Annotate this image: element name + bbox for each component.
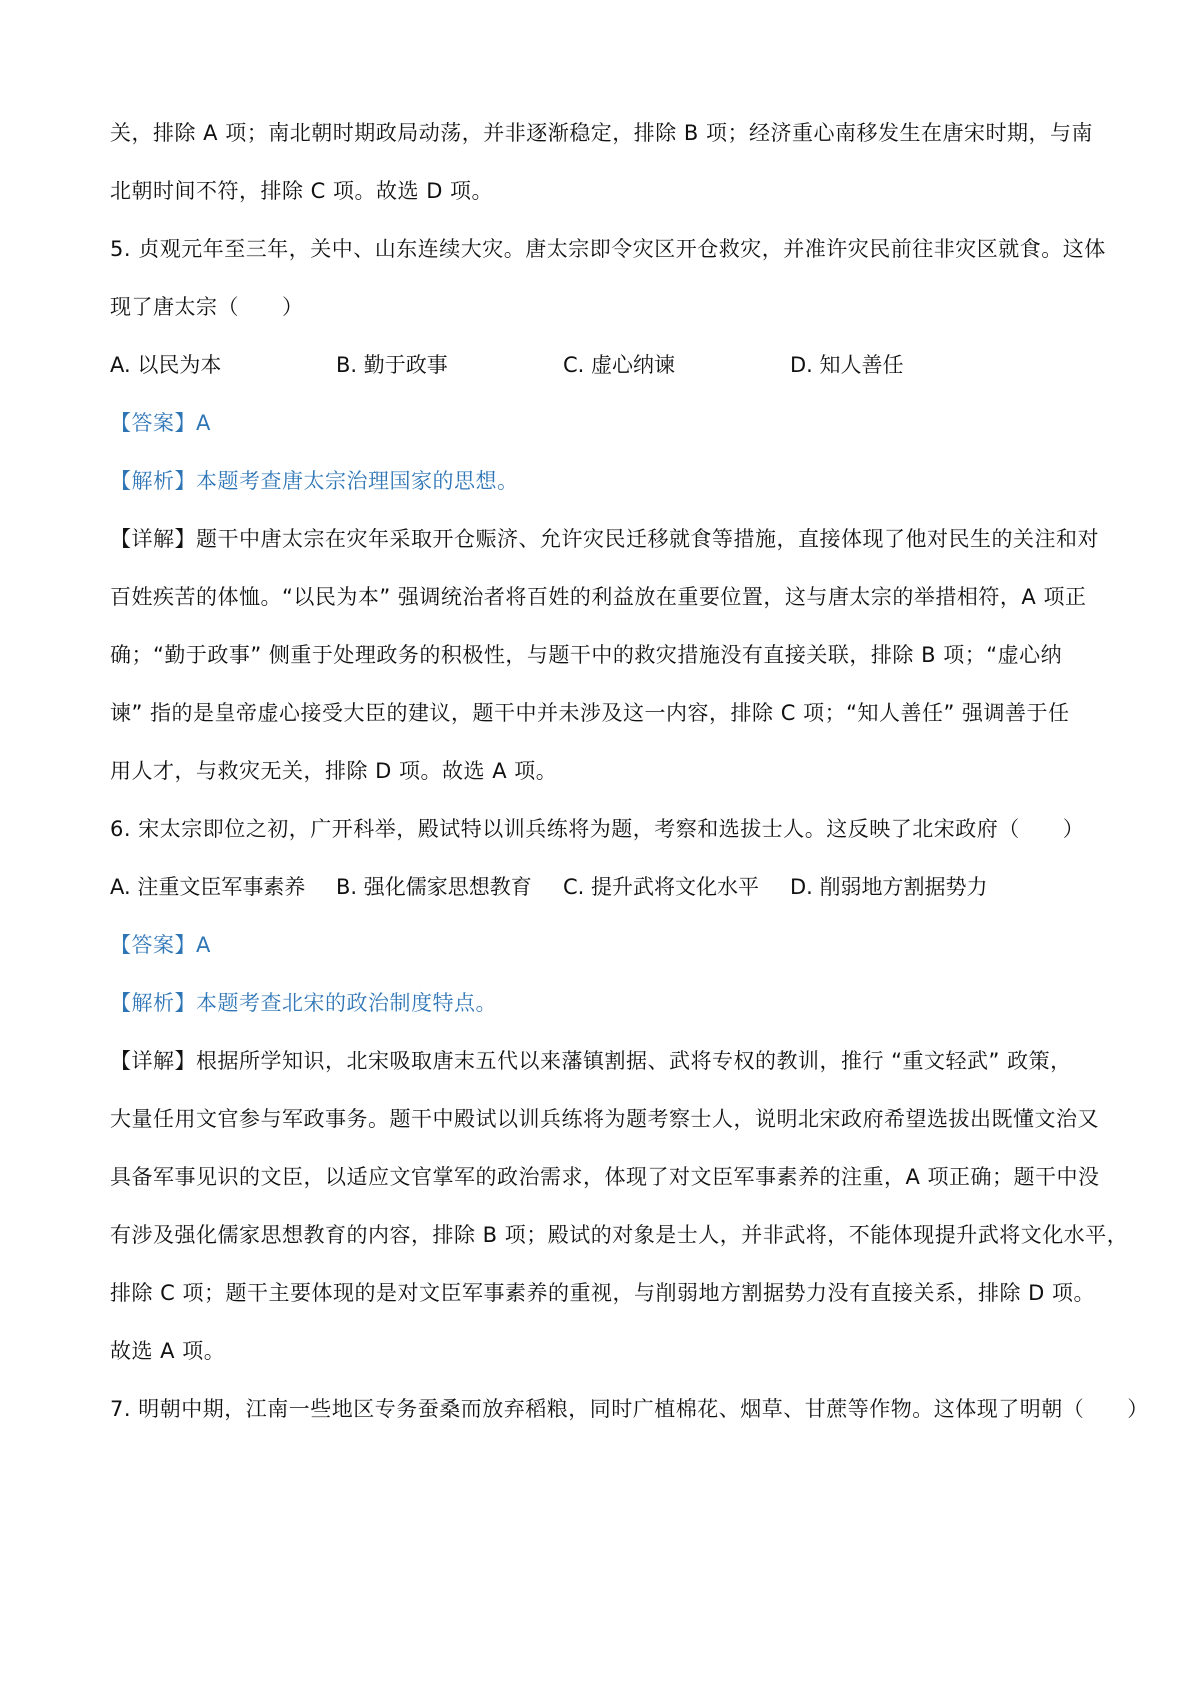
- q5-option-b: B. 勤于政事: [336, 353, 448, 377]
- question-5-stem: 5. 贞观元年至三年，关中、山东连续大灾。唐太宗即令灾区开仓救灾，并准许灾民前往非灾区就食。这体: [110, 237, 1106, 261]
- q6-detail-line: 排除 C 项；题干主要体现的是对文臣军事素养的重视，与削弱地方割据势力没有直接关系，排除 D 项。: [110, 1281, 1096, 1305]
- q6-option-c: C. 提升武将文化水平: [563, 875, 760, 899]
- q6-analysis: 【解析】本题考查北宋的政治制度特点。: [110, 991, 497, 1015]
- q6-option-b: B. 强化儒家思想教育: [336, 875, 532, 899]
- text-line: 关，排除 A 项；南北朝时期政局动荡，并非逐渐稳定，排除 B 项；经济重心南移发生在唐宋时期，与南: [110, 121, 1093, 145]
- q6-detail-line: 【详解】根据所学知识，北宋吸取唐末五代以来藩镇割据、武将专权的教训，推行 “重文轻武” 政策，: [110, 1049, 1072, 1073]
- question-5-stem-cont: 现了唐太宗（ ）: [110, 295, 304, 319]
- q6-detail-line: 具备军事见识的文臣，以适应文官掌军的政治需求，体现了对文臣军事素养的注重，A 项正确；题干中没: [110, 1165, 1100, 1189]
- q6-detail-line: 大量任用文官参与军政事务。题干中殿试以训兵练将为题考察士人，说明北宋政府希望选拔出既懂文治又: [110, 1107, 1099, 1131]
- question-7-stem: 7. 明朝中期，江南一些地区专务蚕桑而放弃稻粮，同时广植棉花、烟草、甘蔗等作物。这体现了明朝（ ）: [110, 1397, 1149, 1421]
- q6-answer: 【答案】A: [110, 933, 211, 957]
- q5-detail-line: 【详解】题干中唐太宗在灾年采取开仓赈济、允许灾民迁移就食等措施，直接体现了他对民生的关注和对: [110, 527, 1099, 551]
- q5-option-a: A. 以民为本: [110, 353, 222, 377]
- text-line: 北朝时间不符，排除 C 项。故选 D 项。: [110, 179, 494, 203]
- q5-analysis: 【解析】本题考查唐太宗治理国家的思想。: [110, 469, 519, 493]
- q5-answer: 【答案】A: [110, 411, 211, 435]
- q5-detail-line: 百姓疾苦的体恤。“以民为本” 强调统治者将百姓的利益放在重要位置，这与唐太宗的举措相符，A 项正: [110, 585, 1087, 609]
- q6-option-d: D. 削弱地方割据势力: [790, 875, 988, 899]
- q5-detail-line: 谏” 指的是皇帝虚心接受大臣的建议，题干中并未涉及这一内容，排除 C 项；“知人善任” 强调善于任: [110, 701, 1070, 725]
- q6-detail-line: 有涉及强化儒家思想教育的内容，排除 B 项；殿试的对象是士人，并非武将，不能体现提升武将文化水平，: [110, 1223, 1129, 1247]
- question-6-stem: 6. 宋太宗即位之初，广开科举，殿试特以训兵练将为题，考察和选拔士人。这反映了北宋政府（ ）: [110, 817, 1085, 841]
- q6-option-a: A. 注重文臣军事素养: [110, 875, 306, 899]
- q5-option-c: C. 虚心纳谏: [563, 353, 676, 377]
- q6-detail-line: 故选 A 项。: [110, 1339, 226, 1363]
- q5-detail-line: 用人才，与救灾无关，排除 D 项。故选 A 项。: [110, 759, 558, 783]
- q5-detail-line: 确；“勤于政事” 侧重于处理政务的积极性，与题干中的救灾措施没有直接关联，排除 B 项；“虚心纳: [110, 643, 1063, 667]
- q5-option-d: D. 知人善任: [790, 353, 904, 377]
